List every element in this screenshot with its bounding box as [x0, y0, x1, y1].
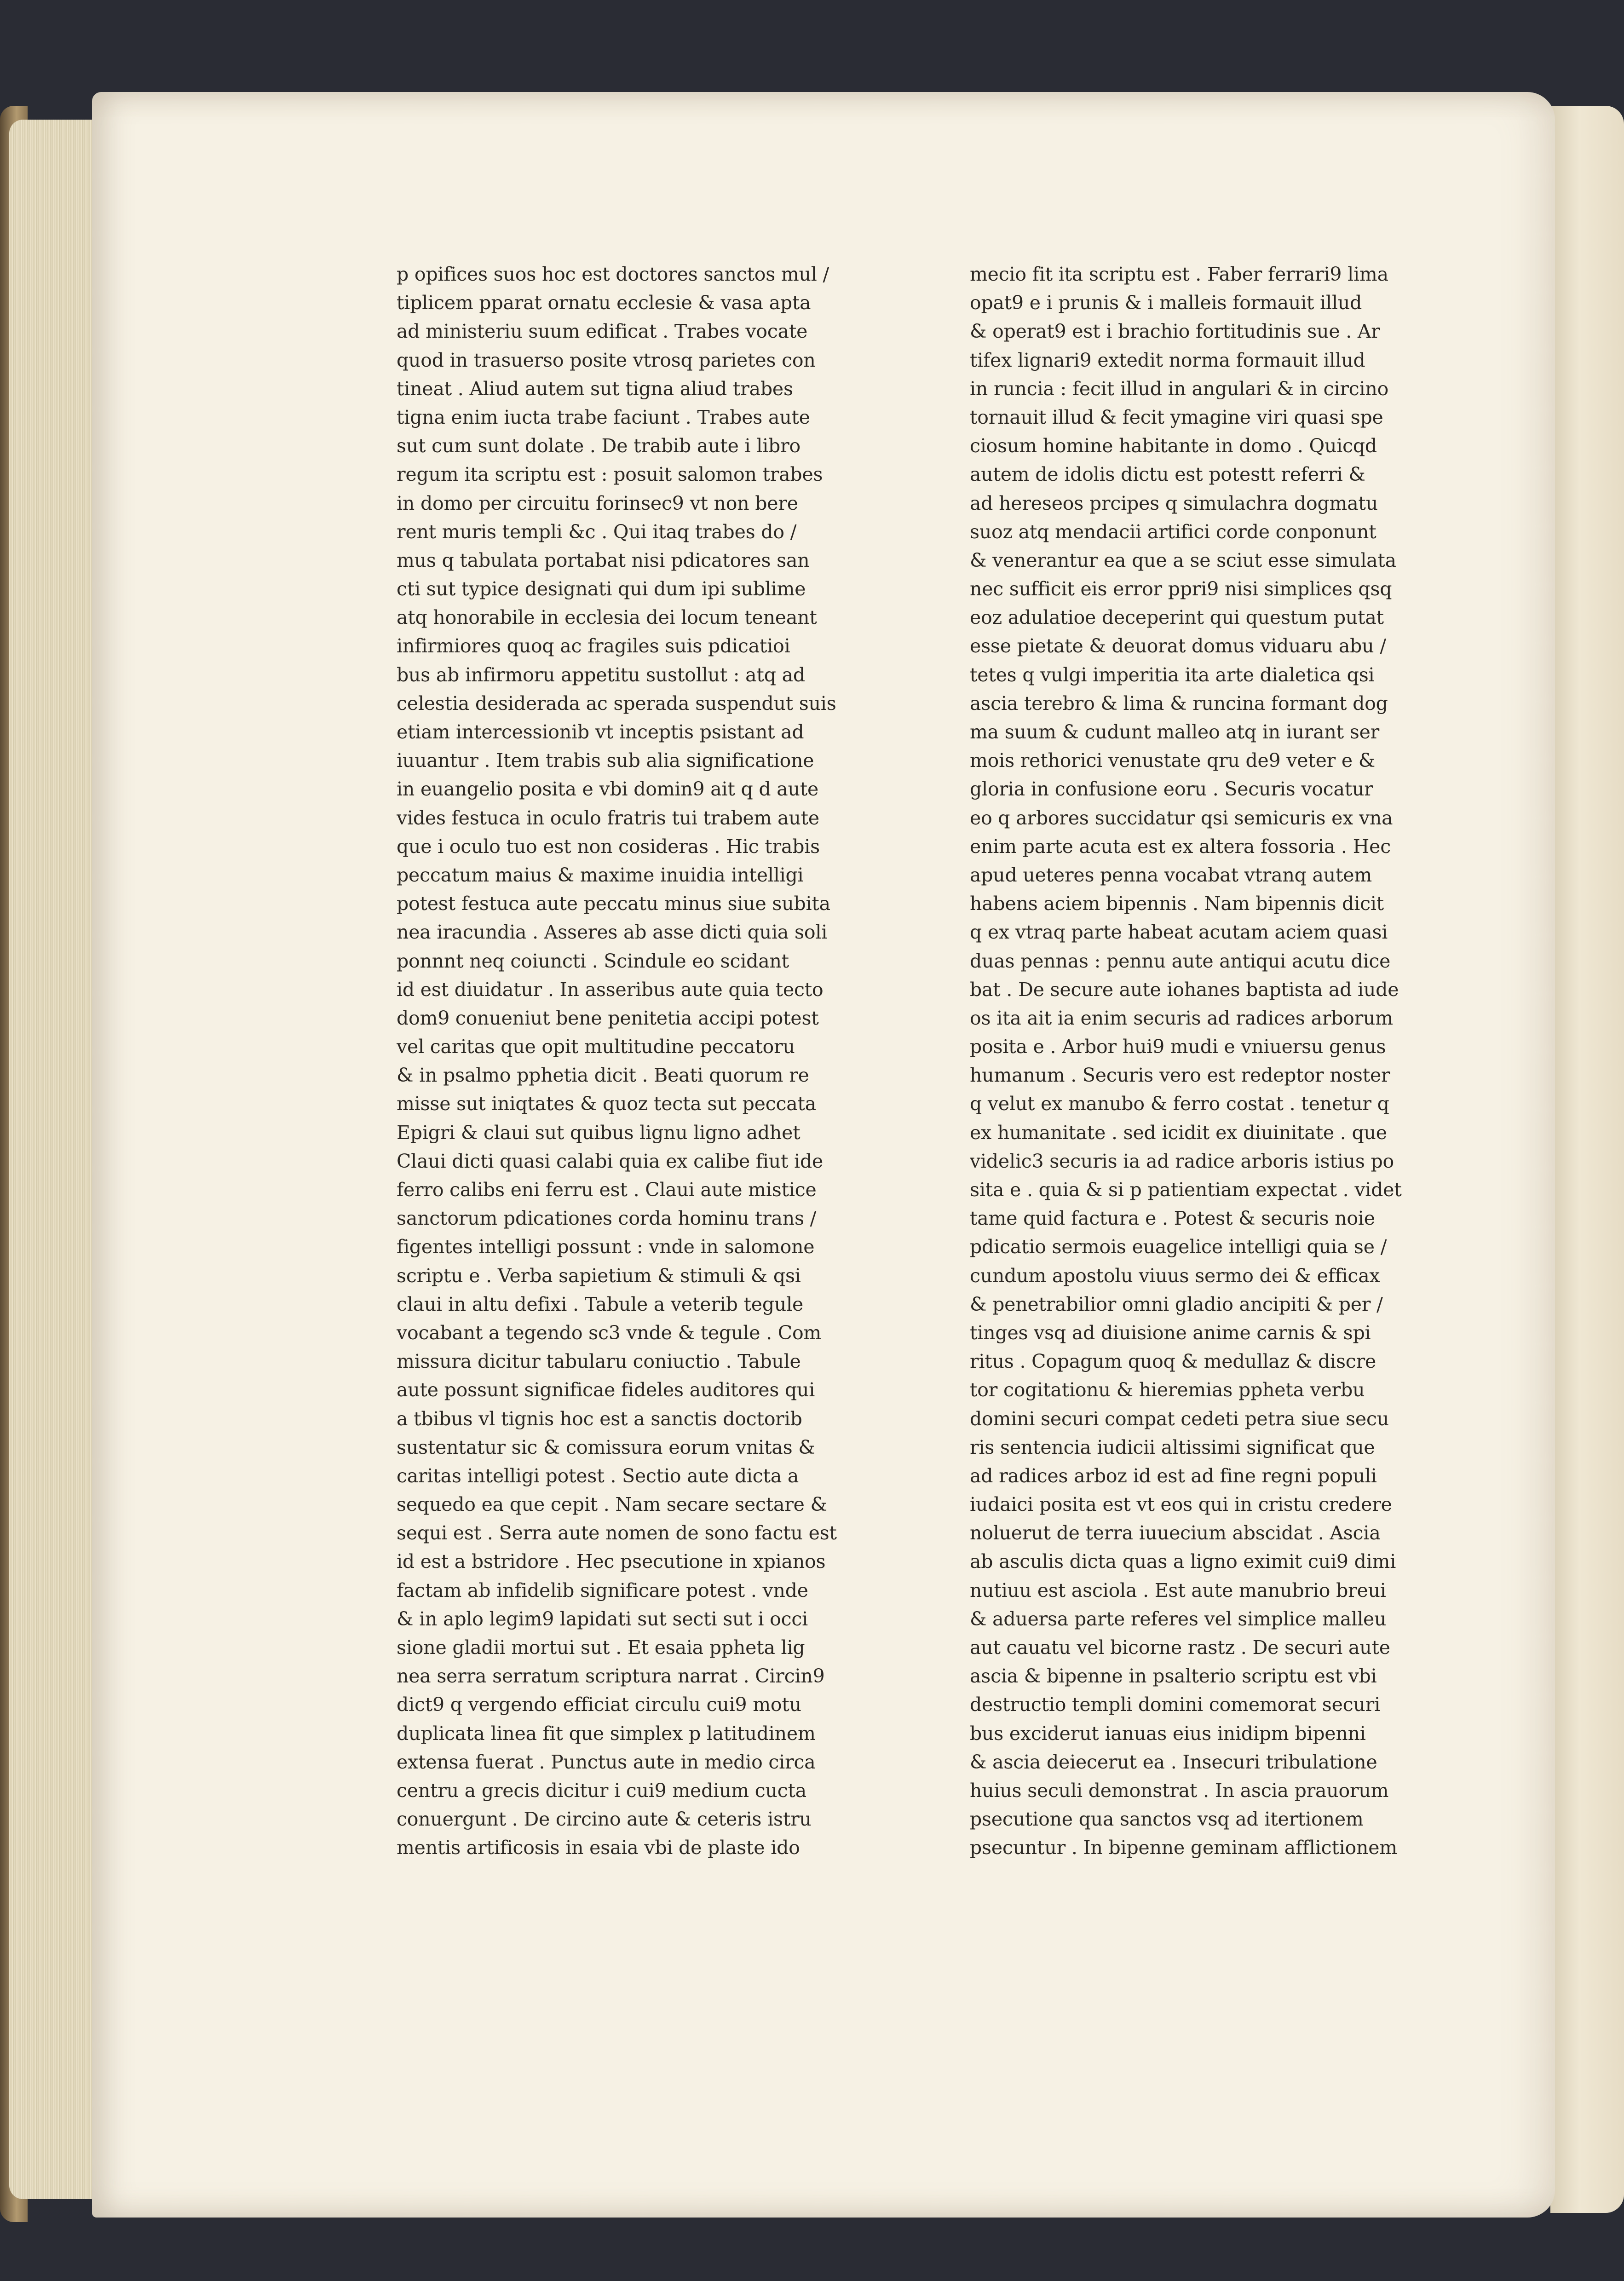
text-line: videlic3 securis ia ad radice arboris istius po — [970, 1150, 1394, 1172]
text-line: humanum . Securis vero est redeptor noster — [970, 1064, 1390, 1087]
text-line: centru a grecis dicitur i cui9 medium cucta — [397, 1779, 807, 1802]
text-line: destructio templi domini comemorat securi — [970, 1693, 1380, 1716]
text-line: gloria in confusione eoru . Securis vocatur — [970, 778, 1373, 801]
text-line: vides festuca in oculo fratris tui trabem aute — [397, 806, 819, 829]
text-line: rent muris templi &c . Qui itaq trabes do / — [397, 520, 797, 543]
text-line: caritas intelligi potest . Sectio aute dicta a — [397, 1464, 799, 1487]
text-line: ex humanitate . sed icidit ex diuinitate . que — [970, 1121, 1387, 1144]
text-line: autem de idolis dictu est potestt referri & — [970, 463, 1365, 486]
text-line: factam ab infidelib significare potest . vnde — [397, 1579, 808, 1601]
text-line: dom9 conueniut bene penitetia accipi potest — [397, 1007, 819, 1029]
text-line: ritus . Copagum quoq & medullaz & discre — [970, 1350, 1376, 1373]
text-line: tetes q vulgi imperitia ita arte dialetica qsi — [970, 663, 1375, 686]
text-line: & in psalmo pphetia dicit . Beati quorum re — [397, 1064, 809, 1087]
text-line: vel caritas que opit multitudine peccatoru — [397, 1036, 795, 1058]
text-line: scriptu e . Verba sapietium & stimuli & qsi — [397, 1264, 801, 1287]
text-line: que i oculo tuo est non cosideras . Hic trabis — [397, 835, 820, 858]
text-line: os ita ait ia enim securis ad radices arborum — [970, 1007, 1393, 1029]
text-line: tineat . Aliud autem sut tigna aliud trabes — [397, 377, 793, 400]
text-line: & ascia deiecerut ea . Insecuri tribulatione — [970, 1751, 1377, 1773]
text-line: q velut ex manubo & ferro costat . tenetur q — [970, 1093, 1389, 1115]
text-line: iudaici posita est vt eos qui in cristu credere — [970, 1493, 1392, 1516]
text-line: psecutione qua sanctos vsq ad itertionem — [970, 1808, 1364, 1831]
text-line: aute possunt significae fideles auditores qui — [397, 1379, 815, 1401]
text-line: id est diuidatur . In asseribus aute quia tecto — [397, 978, 824, 1001]
text-line: pdicatio sermois euagelice intelligi quia se / — [970, 1236, 1387, 1258]
text-line: tifex lignari9 extedit norma formauit illud — [970, 349, 1365, 371]
text-line: infirmiores quoq ac fragiles suis pdicatioi — [397, 635, 790, 657]
text-line: in runcia : fecit illud in angulari & in circino — [970, 377, 1389, 400]
left-text-column — [397, 260, 875, 1862]
text-line: ascia & bipenne in psalterio scriptu est vbi — [970, 1665, 1377, 1688]
facing-page-edge — [1550, 106, 1624, 2213]
text-line: tor cogitationu & hieremias ppheta verbu — [970, 1379, 1365, 1401]
text-line: tornauit illud & fecit ymagine viri quasi spe — [970, 406, 1383, 428]
text-line: ab asculis dicta quas a ligno eximit cui9 dimi — [970, 1550, 1396, 1573]
text-line: nutiuu est asciola . Est aute manubrio breui — [970, 1579, 1386, 1601]
text-line: mois rethorici venustate qru de9 veter e & — [970, 749, 1376, 772]
text-line: duplicata linea fit que simplex p latitudinem — [397, 1722, 816, 1745]
text-line: sione gladii mortui sut . Et esaia ppheta lig — [397, 1636, 805, 1659]
text-line: ponnnt neq coiuncti . Scindule eo scidant — [397, 950, 789, 972]
text-line: tinges vsq ad diuisione anime carnis & spi — [970, 1321, 1371, 1344]
text-line: nec sufficit eis error ppri9 nisi simplices qsq — [970, 578, 1392, 600]
text-line: nea iracundia . Asseres ab asse dicti quia soli — [397, 921, 828, 944]
text-line: etiam intercessionib vt inceptis psistant ad — [397, 721, 804, 743]
text-line: habens aciem bipennis . Nam bipennis dicit — [970, 893, 1384, 915]
text-line: ad radices arboz id est ad fine regni populi — [970, 1464, 1377, 1487]
text-line: & venerantur ea que a se sciut esse simulata — [970, 549, 1396, 571]
text-line: celestia desiderada ac sperada suspendut suis — [397, 692, 836, 714]
text-line: apud ueteres penna vocabat vtranq autem — [970, 864, 1372, 886]
text-line: sut cum sunt dolate . De trabib aute i libro — [397, 435, 800, 457]
text-line: noluerut de terra iuuecium abscidat . Ascia — [970, 1522, 1381, 1544]
text-line: enim parte acuta est ex altera fossoria . Hec — [970, 835, 1391, 858]
text-line: bus exciderut ianuas eius inidipm bipenni — [970, 1722, 1366, 1745]
text-line: tame quid factura e . Potest & securis noie — [970, 1207, 1375, 1230]
text-line: atq honorabile in ecclesia dei locum teneant — [397, 606, 817, 629]
text-line: ma suum & cudunt malleo atq in iurant ser — [970, 721, 1380, 743]
text-line: iuuantur . Item trabis sub alia significatione — [397, 749, 814, 772]
text-line: p opifices suos hoc est doctores sanctos mul / — [397, 263, 829, 285]
right-text-column — [970, 260, 1444, 1862]
text-line: q ex vtraq parte habeat acutam aciem quasi — [970, 921, 1388, 944]
text-line: domini securi compat cedeti petra siue secu — [970, 1407, 1389, 1430]
text-line: esse pietate & deuorat domus viduaru abu / — [970, 635, 1386, 657]
text-line: & in aplo legim9 lapidati sut secti sut i occi — [397, 1607, 808, 1630]
text-line: posita e . Arbor hui9 mudi e vniuersu genus — [970, 1036, 1386, 1058]
text-line: quod in trasuerso posite vtrosq parietes con — [397, 349, 816, 371]
text-line: suoz atq mendacii artifici corde conponunt — [970, 520, 1376, 543]
text-line: eo q arbores succidatur qsi semicuris ex vna — [970, 806, 1393, 829]
text-line: ciosum homine habitante in domo . Quicqd — [970, 435, 1377, 457]
text-line: in euangelio posita e vbi domin9 ait q d aute — [397, 778, 819, 801]
text-line: figentes intelligi possunt : vnde in salomone — [397, 1236, 815, 1258]
text-line: duas pennas : pennu aute antiqui acutu dice — [970, 950, 1391, 972]
text-line: eoz adulatioe deceperint qui questum putat — [970, 606, 1384, 629]
text-line: sita e . quia & si p patientiam expectat . videt — [970, 1179, 1402, 1201]
text-line: mus q tabulata portabat nisi pdicatores san — [397, 549, 810, 571]
text-line: misse sut iniqtates & quoz tecta sut peccata — [397, 1093, 817, 1115]
text-line: psecuntur . In bipenne geminam afflictionem — [970, 1837, 1397, 1859]
text-line: a tbibus vl tignis hoc est a sanctis doctorib — [397, 1407, 802, 1430]
text-line: & penetrabilior omni gladio ancipiti & per / — [970, 1293, 1383, 1315]
text-line: regum ita scriptu est : posuit salomon trabes — [397, 463, 823, 486]
text-line: in domo per circuitu forinsec9 vt non bere — [397, 492, 798, 514]
page-edges — [9, 120, 106, 2199]
text-line: ferro calibs eni ferru est . Claui aute mistice — [397, 1179, 817, 1201]
text-line: huius seculi demonstrat . In ascia prauorum — [970, 1779, 1389, 1802]
text-line: extensa fuerat . Punctus aute in medio circa — [397, 1751, 816, 1773]
text-line: dict9 q vergendo efficiat circulu cui9 motu — [397, 1693, 801, 1716]
text-line: ris sentencia iudicii altissimi significat que — [970, 1436, 1375, 1458]
text-line: bus ab infirmoru appetitu sustollut : atq ad — [397, 663, 805, 686]
text-line: cti sut typice designati qui dum ipi sublime — [397, 578, 806, 600]
text-line: nea serra serratum scriptura narrat . Circin9 — [397, 1665, 825, 1688]
text-line: conuergunt . De circino aute & ceteris istru — [397, 1808, 812, 1831]
text-line: ad hereseos prcipes q simulachra dogmatu — [970, 492, 1378, 514]
text-line: aut cauatu vel bicorne rastz . De securi aute — [970, 1636, 1390, 1659]
text-line: Epigri & claui sut quibus lignu ligno adhet — [397, 1121, 800, 1144]
text-line: & aduersa parte referes vel simplice malleu — [970, 1607, 1387, 1630]
text-line: ascia terebro & lima & runcina formant dog — [970, 692, 1388, 714]
text-line: Claui dicti quasi calabi quia ex calibe fiut ide — [397, 1150, 824, 1172]
text-line: ad ministeriu suum edificat . Trabes vocate — [397, 320, 808, 343]
text-line: sustentatur sic & comissura eorum vnitas & — [397, 1436, 815, 1458]
text-line: sanctorum pdicationes corda hominu trans / — [397, 1207, 817, 1230]
text-line: & operat9 est i brachio fortitudinis sue . Ar — [970, 320, 1380, 343]
text-line: opat9 e i prunis & i malleis formauit illud — [970, 292, 1362, 314]
text-line: sequedo ea que cepit . Nam secare sectare & — [397, 1493, 827, 1516]
text-line: peccatum maius & maxime inuidia intelligi — [397, 864, 804, 886]
text-line: tiplicem pparat ornatu ecclesie & vasa apta — [397, 292, 811, 314]
text-line: bat . De secure aute iohanes baptista ad iude — [970, 978, 1399, 1001]
text-line: sequi est . Serra aute nomen de sono factu est — [397, 1522, 837, 1544]
text-line: id est a bstridore . Hec psecutione in xpianos — [397, 1550, 826, 1573]
text-line: cundum apostolu viuus sermo dei & efficax — [970, 1264, 1380, 1287]
text-line: vocabant a tegendo sc3 vnde & tegule . Com — [397, 1321, 822, 1344]
text-line: potest festuca aute peccatu minus siue subita — [397, 893, 830, 915]
text-line: mentis artificosis in esaia vbi de plaste ido — [397, 1837, 800, 1859]
text-line: mecio fit ita scriptu est . Faber ferrari9 lima — [970, 263, 1388, 285]
text-line: tigna enim iucta trabe faciunt . Trabes aute — [397, 406, 810, 428]
text-line: claui in altu defixi . Tabule a veterib tegule — [397, 1293, 804, 1315]
text-line: missura dicitur tabularu coniuctio . Tabule — [397, 1350, 801, 1373]
